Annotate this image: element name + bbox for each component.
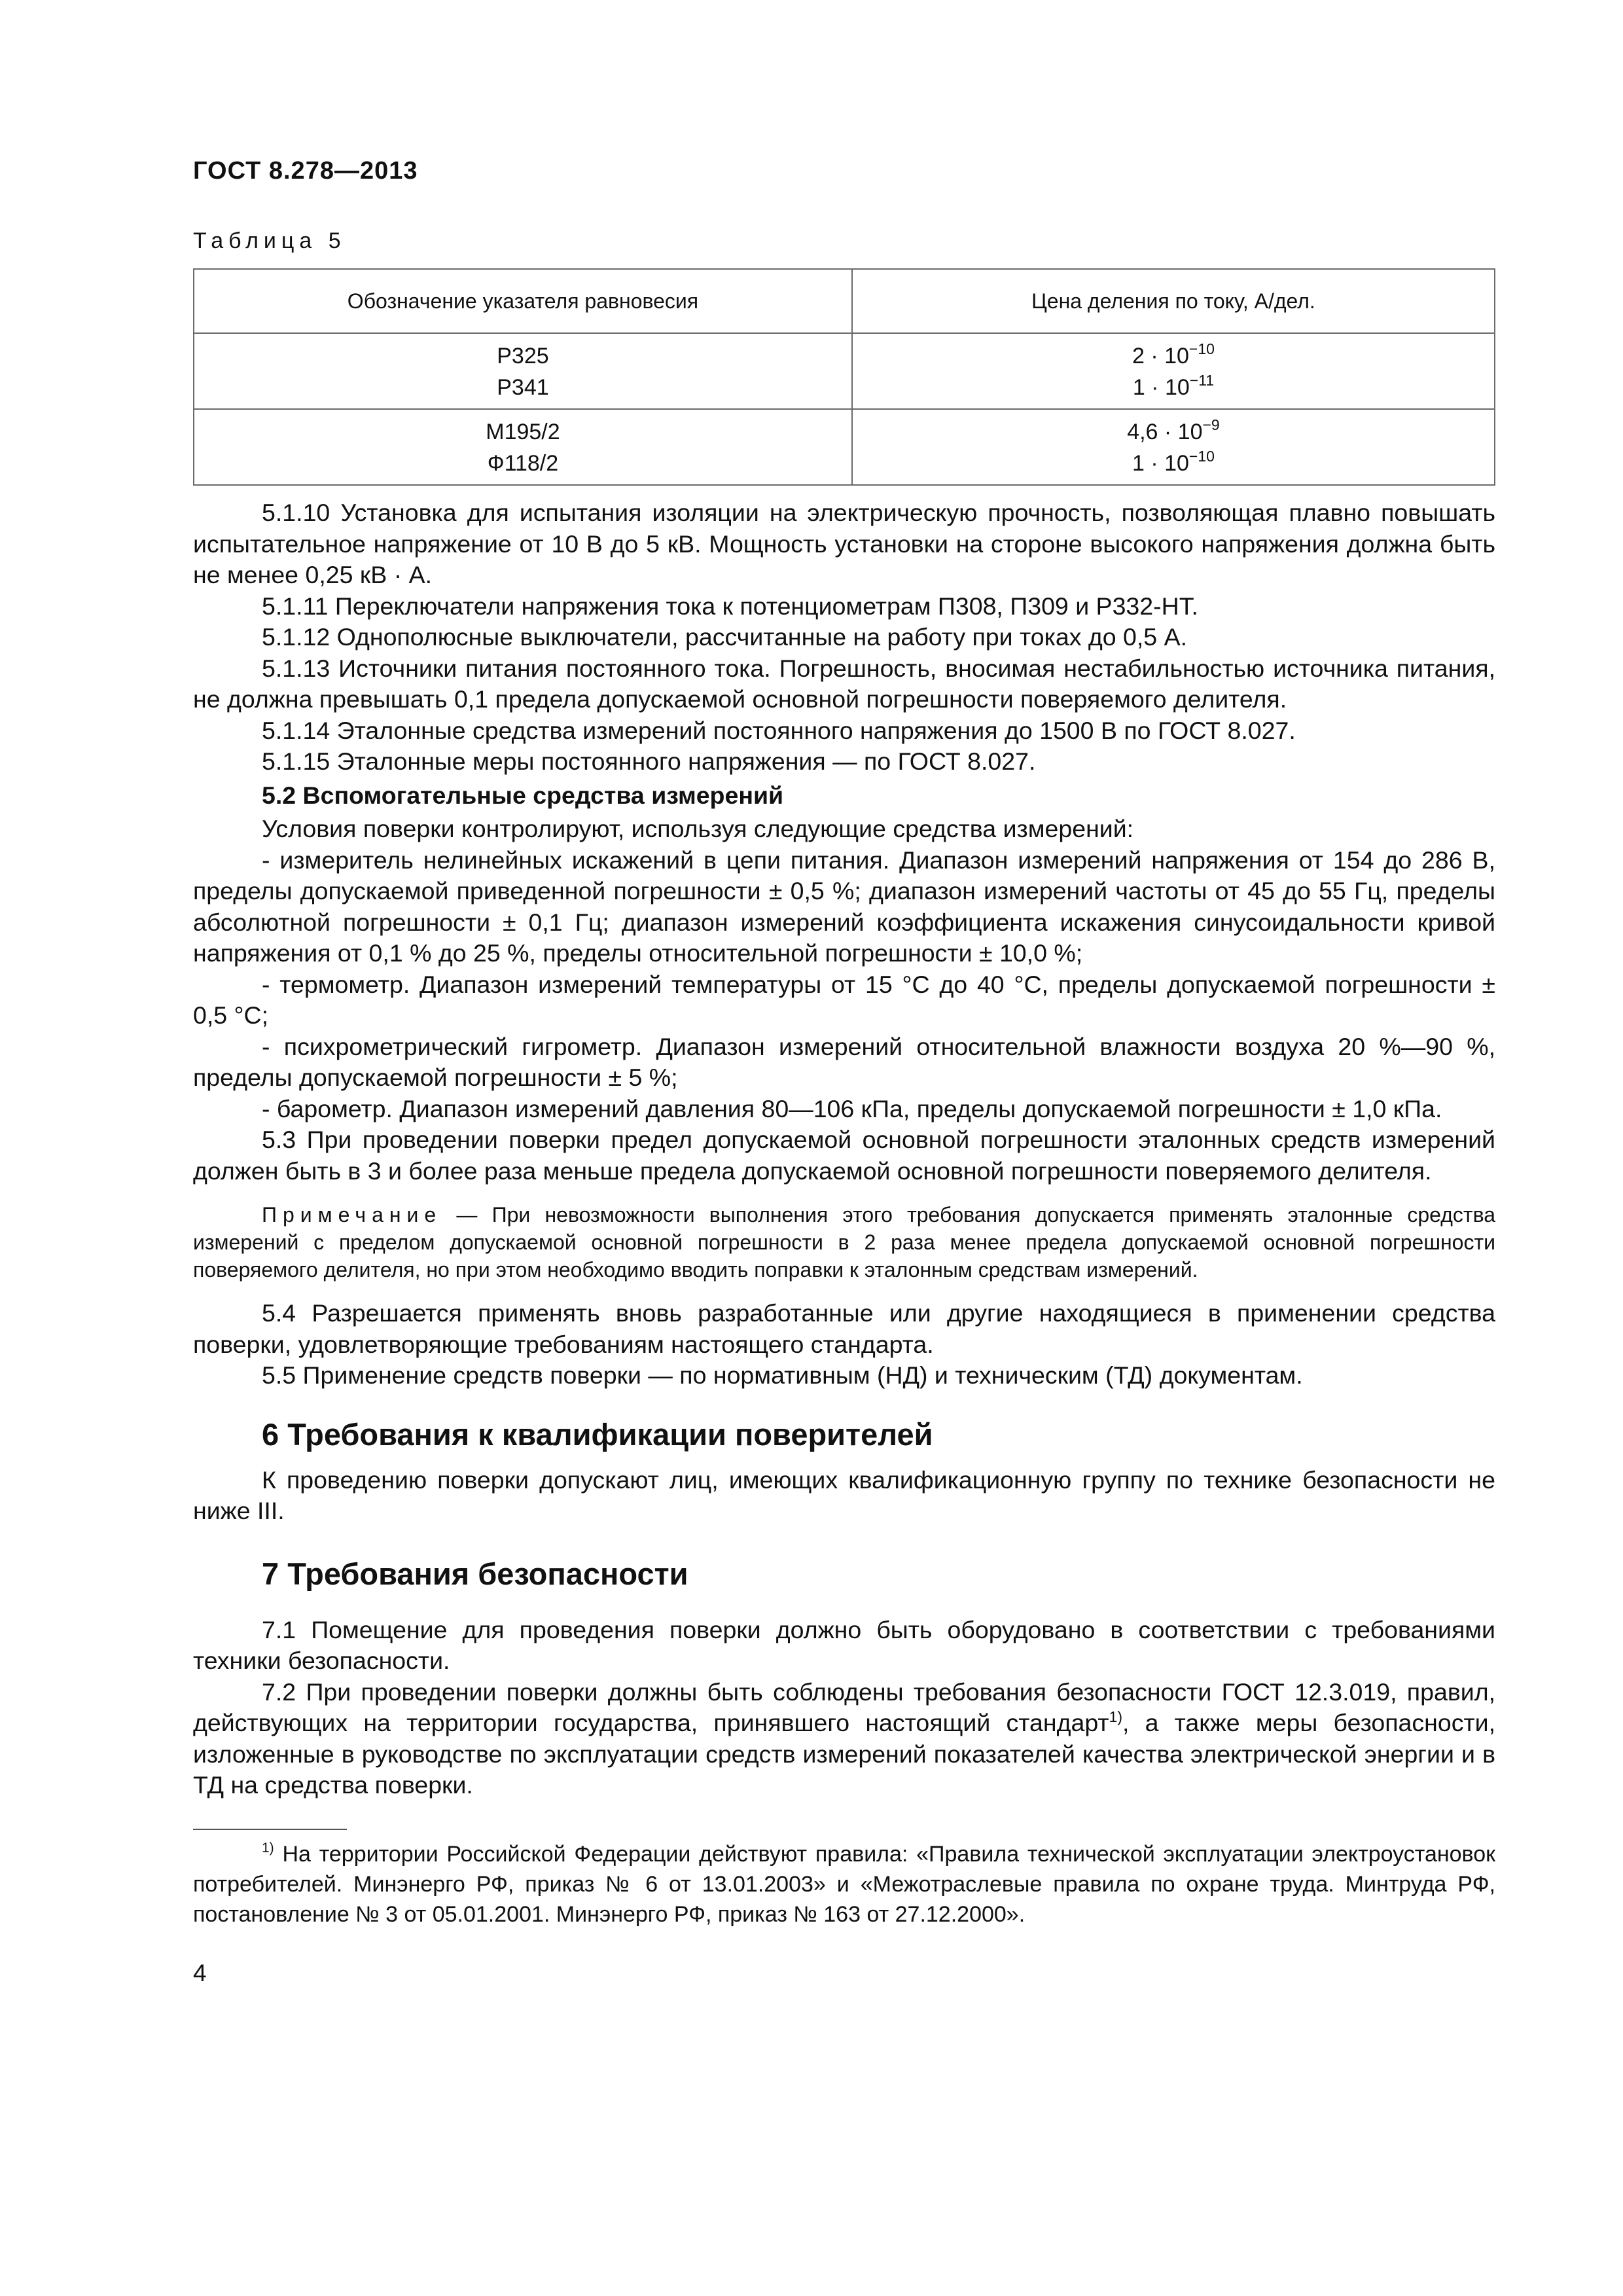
division-value: $1 \cdot 10^{-10}$ xyxy=(1132,448,1215,476)
division-value: $1 \cdot 10^{-11}$ xyxy=(1132,372,1215,400)
section-5-2-title: 5.2 Вспомогательные средства измерений xyxy=(262,781,784,809)
paragraph-7-1: 7.1 Помещение для проведения поверки должно быть оборудовано в соответствии с требованиями техники безопасности. xyxy=(193,1615,1495,1674)
table-cell xyxy=(194,409,852,485)
indicator-name: Р325 xyxy=(497,344,549,368)
balance-indicators-table xyxy=(193,268,1495,486)
section-7-title: 7 Требования безопасности xyxy=(262,1556,688,1591)
note xyxy=(193,1201,1495,1283)
footnote-mark: 1) xyxy=(262,1840,274,1856)
indicator-name: М195/2 xyxy=(486,420,560,444)
paragraph-5-1-11: 5.1.11 Переключатели напряжения тока к потенциометрам П308, П309 и Р332-НТ. xyxy=(262,592,1198,620)
paragraph-7-2: 7.2 При проведении поверки должны быть соблюдены требования безопасности ГОСТ 12.3.019, правил, действующих на территории государства, принявшего настоящий стандарт$^{1)}$, а также меры безопасности, изложенные в руководстве по эксплуатации средств измерений показателей качества электрической энергии и в ТД на средства поверки. xyxy=(193,1677,1495,1799)
table-cell xyxy=(194,333,852,409)
table-cell xyxy=(852,333,1495,409)
paragraph-5-1-14: 5.1.14 Эталонные средства измерений постоянного напряжения до 1500 В по ГОСТ 8.027. xyxy=(262,716,1296,744)
list-item: - измеритель нелинейных искажений в цепи питания. Диапазон измерений напряжения от 154 до 286 В, пределы допускаемой приведенной погрешности ± 0,5 %; диапазон измерений частоты от 45 до 55 Гц, пределы абсолютной погрешности ± 0,1 Гц; диапазон измерений коэффициента искажения синусоидальности кривой напряжения от 0,1 % до 25 %, пределы относительной погрешности ± 10,0 %; xyxy=(193,846,1495,967)
division-value: $2 \cdot 10^{-10}$ xyxy=(1132,340,1215,368)
document-page xyxy=(193,157,1495,1987)
note-text: — При невозможности выполнения этого требования допускается применять эталонные средства измерений с пределом допускаемой основной погрешности в 2 раза менее предела допускаемой основной погрешности поверяемого делителя, но при этом необходимо вводить поправки к эталонным средствам измерений. xyxy=(193,1203,1495,1282)
paragraph-5-5: 5.5 Применение средств поверки — по нормативным (НД) и техническим (ТД) документам. xyxy=(262,1361,1303,1389)
paragraph-5-1-13: 5.1.13 Источники питания постоянного тока. Погрешность, вносимая нестабильностью источника питания, не должна превышать 0,1 предела допускаемой основной погрешности поверяемого делителя. xyxy=(193,654,1495,713)
table-cell xyxy=(852,409,1495,485)
table-caption: Таблица 5 xyxy=(193,228,346,253)
column-header: Цена деления по току, А/дел. xyxy=(852,269,1495,333)
paragraph-6: К проведению поверки допускают лиц, имеющих квалификационную группу по технике безопасности не ниже III. xyxy=(193,1465,1495,1524)
paragraph-5-1-10: 5.1.10 Установка для испытания изоляции на электрическую прочность, позволяющая плавно повышать испытательное напряжение от 10 В до 5 кВ. Мощность установки на стороне высокого напряжения должна быть не менее 0,25 кВ · А. xyxy=(193,499,1495,588)
table-row xyxy=(194,333,1495,409)
section-6-title: 6 Требования к квалификации поверителей xyxy=(262,1416,933,1452)
list-item: - барометр. Диапазон измерений давления 80—106 кПа, пределы допускаемой погрешности ± 1,0 кПа. xyxy=(262,1094,1442,1122)
document-header: ГОСТ 8.278—2013 xyxy=(193,157,418,185)
list-item: - термометр. Диапазон измерений температуры от 15 °С до 40 °С, пределы допускаемой погрешности ± 0,5 °С; xyxy=(193,970,1495,1029)
paragraph-5-1-15: 5.1.15 Эталонные меры постоянного напряжения — по ГОСТ 8.027. xyxy=(262,747,1036,775)
paragraph-5-3: 5.3 При проведении поверки предел допускаемой основной погрешности эталонных средств измерений должен быть в 3 и более раза меньше предела допускаемой основной погрешности поверяемого делителя. xyxy=(193,1126,1495,1185)
paragraph-5-4: 5.4 Разрешается применять вновь разработанные или другие находящиеся в применении средства поверки, удовлетворяющие требованиям настоящего стандарта. xyxy=(193,1299,1495,1358)
table-header-row xyxy=(194,269,1495,333)
paragraph-conditions: Условия поверки контролируют, используя следующие средства измерений: xyxy=(262,815,1134,842)
footnote-text: На территории Российской Федерации действуют правила: «Правила технической эксплуатации электроустановок потребителей. Минэнерго РФ, приказ № 6 от 13.01.2003» и «Межотраслевые правила по охране труда. Минтруда РФ, постановление № 3 от 05.01.2001. Минэнерго РФ, приказ № 163 от 27.12.2000». xyxy=(193,1841,1495,1927)
division-value: $4,6 \cdot 10^{-9}$ xyxy=(1127,416,1220,444)
paragraph-5-1-12: 5.1.12 Однополюсные выключатели, рассчитанные на работу при токах до 0,5 А. xyxy=(262,623,1188,651)
indicator-name: Р341 xyxy=(497,375,549,400)
indicator-name: Ф118/2 xyxy=(487,451,559,476)
footnote xyxy=(193,1839,1495,1929)
footnote-ref[interactable]: 1) xyxy=(1109,1708,1122,1725)
table-row xyxy=(194,409,1495,485)
footnote-divider xyxy=(193,1829,347,1830)
list-item: - психрометрический гигрометр. Диапазон измерений относительной влажности воздуха 20 %—90 %, пределы допускаемой погрешности ± 5 %; xyxy=(193,1032,1495,1091)
note-label: Примечание xyxy=(262,1203,442,1227)
page-number: 4 xyxy=(193,1959,207,1986)
column-header: Обозначение указателя равновесия xyxy=(194,269,852,333)
